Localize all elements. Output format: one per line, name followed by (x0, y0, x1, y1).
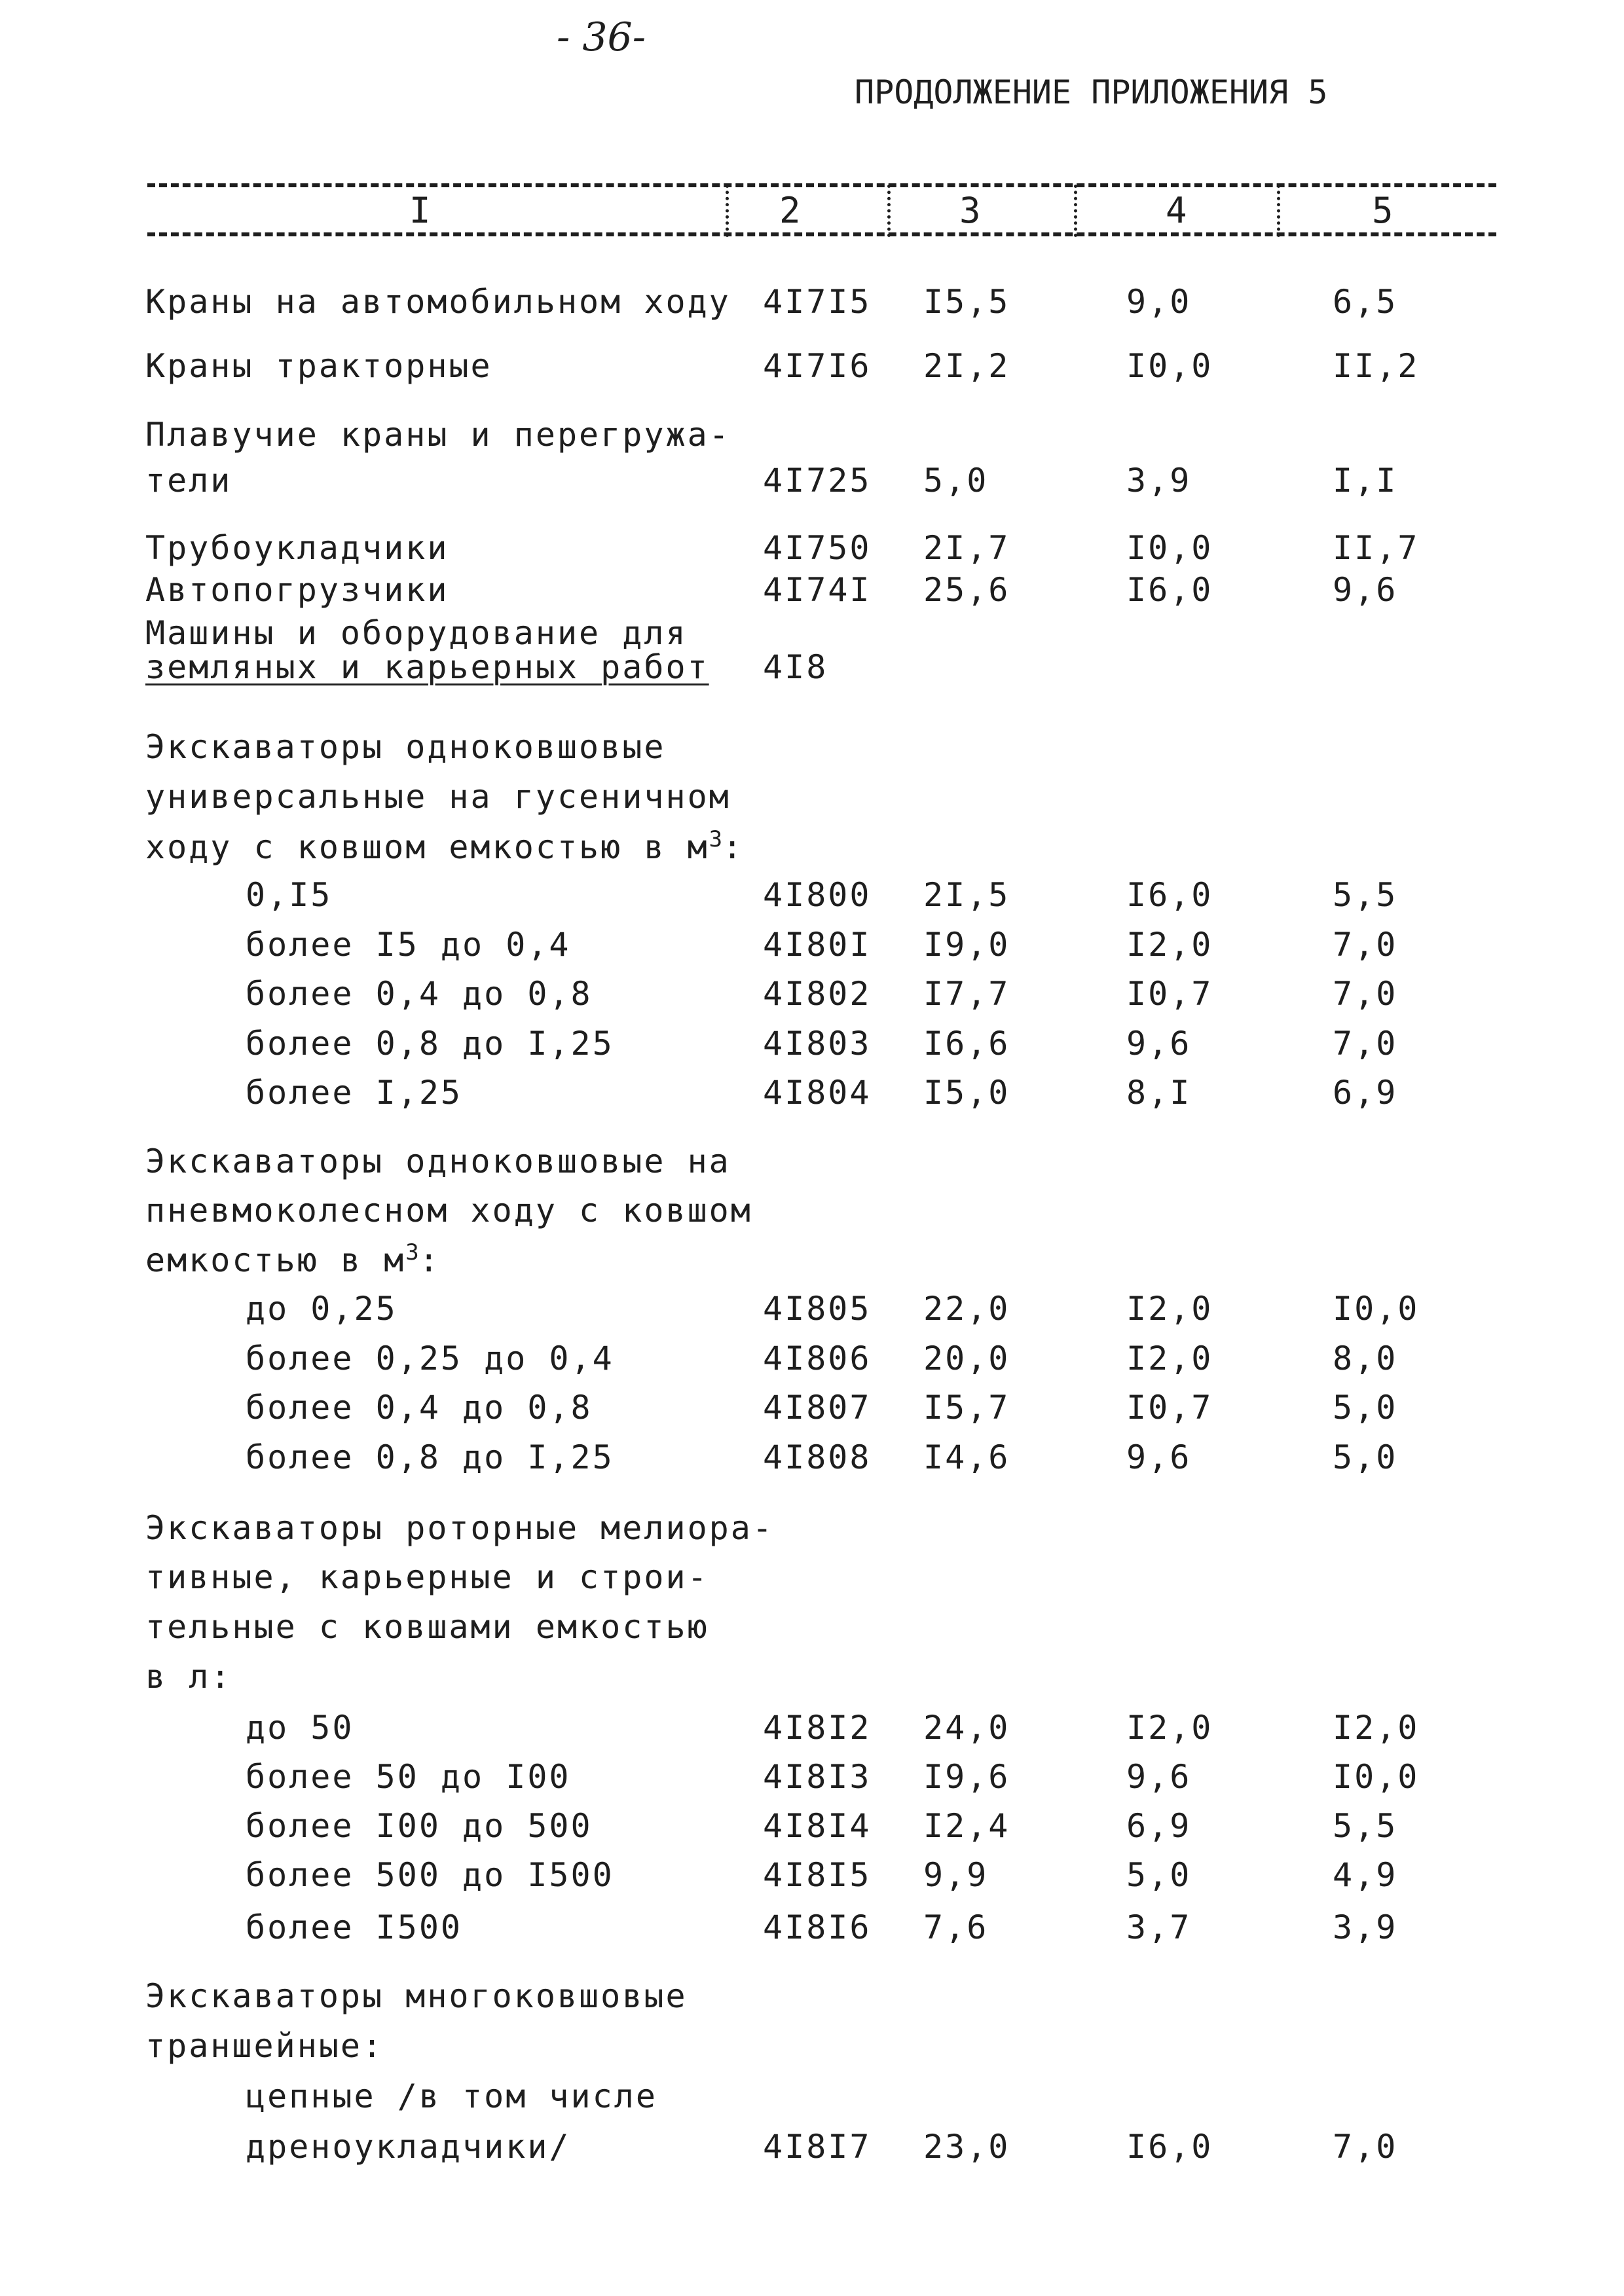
row-name: до 50 (246, 1709, 354, 1747)
row-value-col5: I,I (1333, 462, 1398, 500)
row-value-col4: 9,6 (1126, 1025, 1192, 1063)
row-code: 4I8I4 (763, 1807, 872, 1845)
row-value-col3: 25,6 (923, 571, 1010, 609)
row-value-col4: 8,I (1126, 1074, 1192, 1112)
row-value-col5: II,2 (1333, 347, 1420, 385)
row-name: Экскаваторы одноковшовые на (145, 1142, 731, 1180)
row-value-col3: I5,0 (923, 1074, 1010, 1112)
table-row (0, 1758, 1624, 1805)
table-row (0, 1977, 1624, 2024)
row-value-col5: II,7 (1333, 529, 1420, 567)
row-name: более 50 до I00 (246, 1758, 571, 1796)
column-header-2: 2 (779, 190, 803, 231)
row-value-col4: 9,6 (1126, 1758, 1192, 1796)
row-value-col3: 2I,5 (923, 876, 1010, 914)
table-row (0, 2128, 1624, 2175)
row-name: Автопогрузчики (145, 571, 449, 609)
row-value-col3: I7,7 (923, 975, 1010, 1013)
table-row (0, 1389, 1624, 1436)
row-value-col4: 6,9 (1126, 1807, 1192, 1845)
row-value-col5: 7,0 (1333, 1025, 1398, 1063)
row-code: 4I750 (763, 529, 872, 567)
page-number: - 36- (557, 14, 646, 60)
row-code: 4I804 (763, 1074, 872, 1112)
row-name: Экскаваторы многоковшовые (145, 1977, 688, 2015)
row-value-col3: 5,0 (923, 462, 989, 500)
row-value-col5: 9,6 (1333, 571, 1398, 609)
row-name: дреноукладчики/ (246, 2128, 571, 2166)
row-code: 4I807 (763, 1389, 872, 1427)
row-value-col5: 5,5 (1333, 1807, 1398, 1845)
row-value-col5: 7,0 (1333, 926, 1398, 964)
row-name: пневмоколесном ходу с ковшом (145, 1192, 752, 1230)
column-header-4: 4 (1166, 190, 1189, 231)
header-rule-top (147, 183, 1496, 187)
row-code: 4I8I3 (763, 1758, 872, 1796)
row-value-col5: 5,0 (1333, 1438, 1398, 1476)
row-value-col3: I6,6 (923, 1025, 1010, 1063)
row-value-col5: I0,0 (1333, 1758, 1420, 1796)
row-name: Экскаваторы одноковшовые (145, 728, 666, 766)
unit-superscript: 3 (709, 826, 723, 852)
row-code: 4I8I5 (763, 1856, 872, 1894)
row-name: емкостью в $м^3$: (145, 1239, 441, 1279)
row-name: более 0,25 до 0,4 (246, 1339, 614, 1377)
row-code: 4I74I (763, 571, 872, 609)
row-code: 4I80I (763, 926, 872, 964)
row-code: 4I803 (763, 1025, 872, 1063)
column-separator (887, 185, 891, 237)
table-row (0, 1908, 1624, 1956)
row-code: 4I8I7 (763, 2128, 872, 2166)
table-row (0, 1558, 1624, 1605)
continuation-heading: ПРОДОЛЖЕНИЕ ПРИЛОЖЕНИЯ 5 (855, 73, 1328, 111)
row-value-col3: I5,5 (923, 283, 1010, 321)
row-value-col3: I2,4 (923, 1807, 1010, 1845)
row-value-col4: I0,7 (1126, 1389, 1213, 1427)
row-name: траншейные: (145, 2027, 384, 2065)
row-value-col4: I6,0 (1126, 571, 1213, 609)
row-name: Экскаваторы роторные мелиора- (145, 1509, 774, 1547)
row-value-col4: I0,0 (1126, 529, 1213, 567)
row-name: тели (145, 462, 232, 500)
row-value-col3: I9,0 (923, 926, 1010, 964)
row-name: Плавучие краны и перегружа- (145, 416, 731, 454)
row-code: 4I725 (763, 462, 872, 500)
row-name: Краны на автомобильном ходу (145, 283, 731, 321)
table-row (0, 1709, 1624, 1756)
column-header-5: 5 (1372, 190, 1395, 231)
row-name: в л: (145, 1658, 232, 1696)
row-code: 4I7I6 (763, 347, 872, 385)
table-row (0, 1239, 1624, 1286)
table-row (0, 826, 1624, 873)
row-value-col3: 2I,7 (923, 529, 1010, 567)
row-name: более 0,4 до 0,8 (246, 975, 593, 1013)
row-value-col4: 5,0 (1126, 1856, 1192, 1894)
row-value-col4: I0,7 (1126, 975, 1213, 1013)
table-row (0, 2027, 1624, 2074)
row-code: 4I808 (763, 1438, 872, 1476)
table-row (0, 926, 1624, 973)
table-row (0, 1142, 1624, 1190)
table-row (0, 283, 1624, 330)
column-header-1: I (409, 190, 433, 231)
table-row (0, 347, 1624, 394)
row-code: 4I806 (763, 1339, 872, 1377)
table-row (0, 648, 1624, 695)
table-row (0, 1807, 1624, 1854)
column-separator (726, 185, 729, 237)
row-name: цепные /в том числе (246, 2077, 657, 2115)
row-value-col3: 24,0 (923, 1709, 1010, 1747)
table-row (0, 571, 1624, 618)
table-row (0, 1658, 1624, 1705)
row-code: 4I7I5 (763, 283, 872, 321)
row-value-col3: 20,0 (923, 1339, 1010, 1377)
row-code: 4I800 (763, 876, 872, 914)
row-name: универсальные на гусеничном (145, 778, 731, 816)
row-value-col4: 9,0 (1126, 283, 1192, 321)
row-value-col4: 9,6 (1126, 1438, 1192, 1476)
row-name: более I00 до 500 (246, 1807, 593, 1845)
row-name: более I,25 (246, 1074, 463, 1112)
row-code: 4I8 (763, 648, 828, 686)
row-name: более I5 до 0,4 (246, 926, 571, 964)
row-value-col3: I5,7 (923, 1389, 1010, 1427)
row-value-col3: I4,6 (923, 1438, 1010, 1476)
table-row (0, 1608, 1624, 1655)
table-row (0, 975, 1624, 1022)
row-value-col4: I2,0 (1126, 1339, 1213, 1377)
table-row (0, 876, 1624, 923)
row-value-col4: 3,9 (1126, 462, 1192, 500)
row-value-col5: 5,5 (1333, 876, 1398, 914)
row-value-col5: 3,9 (1333, 1908, 1398, 1946)
table-row (0, 416, 1624, 463)
row-value-col4: I2,0 (1126, 1290, 1213, 1328)
row-value-col5: 7,0 (1333, 2128, 1398, 2166)
row-value-col5: 6,5 (1333, 283, 1398, 321)
row-name: более I500 (246, 1908, 463, 1946)
row-value-col5: I2,0 (1333, 1709, 1420, 1747)
table-row (0, 2077, 1624, 2124)
row-name: земляных и карьерных работ (145, 648, 709, 686)
table-row (0, 1856, 1624, 1903)
row-name: более 0,8 до I,25 (246, 1438, 614, 1476)
table-row (0, 529, 1624, 576)
row-value-col5: 6,9 (1333, 1074, 1398, 1112)
row-value-col4: I2,0 (1126, 1709, 1213, 1747)
row-value-col4: I6,0 (1126, 2128, 1213, 2166)
row-value-col5: 4,9 (1333, 1856, 1398, 1894)
unit-superscript: 3 (405, 1239, 419, 1266)
table-row (0, 1438, 1624, 1485)
row-value-col3: 7,6 (923, 1908, 989, 1946)
table-row (0, 1025, 1624, 1072)
column-separator (1074, 185, 1077, 237)
table-row (0, 1192, 1624, 1239)
column-header-3: 3 (959, 190, 983, 231)
table-row (0, 1339, 1624, 1387)
table-row (0, 1074, 1624, 1121)
row-value-col5: I0,0 (1333, 1290, 1420, 1328)
row-name: Краны тракторные (145, 347, 492, 385)
row-name: ходу с ковшом емкостью в $м^3$: (145, 826, 745, 866)
row-name: тивные, карьерные и строи- (145, 1558, 709, 1596)
row-name: тельные с ковшами емкостью (145, 1608, 709, 1646)
row-name: более 0,8 до I,25 (246, 1025, 614, 1063)
row-value-col4: I0,0 (1126, 347, 1213, 385)
header-rule-bottom (147, 232, 1496, 236)
row-name: Машины и оборудование для (145, 614, 688, 652)
table-row (0, 1509, 1624, 1556)
column-separator (1277, 185, 1280, 237)
table-row (0, 778, 1624, 825)
row-code: 4I802 (763, 975, 872, 1013)
row-value-col4: I2,0 (1126, 926, 1213, 964)
row-value-col3: 9,9 (923, 1856, 989, 1894)
row-name: более 0,4 до 0,8 (246, 1389, 593, 1427)
row-name: до 0,25 (246, 1290, 397, 1328)
row-value-col3: 22,0 (923, 1290, 1010, 1328)
row-name: более 500 до I500 (246, 1856, 614, 1894)
table-row (0, 728, 1624, 775)
table-row (0, 1290, 1624, 1337)
row-value-col4: I6,0 (1126, 876, 1213, 914)
row-code: 4I805 (763, 1290, 872, 1328)
row-value-col5: 8,0 (1333, 1339, 1398, 1377)
row-value-col3: 2I,2 (923, 347, 1010, 385)
row-code: 4I8I6 (763, 1908, 872, 1946)
row-name: Трубоукладчики (145, 529, 449, 567)
row-value-col4: 3,7 (1126, 1908, 1192, 1946)
table-row (0, 462, 1624, 509)
row-value-col5: 5,0 (1333, 1389, 1398, 1427)
row-value-col3: 23,0 (923, 2128, 1010, 2166)
row-value-col5: 7,0 (1333, 975, 1398, 1013)
row-value-col3: I9,6 (923, 1758, 1010, 1796)
row-code: 4I8I2 (763, 1709, 872, 1747)
row-name: 0,I5 (246, 876, 333, 914)
